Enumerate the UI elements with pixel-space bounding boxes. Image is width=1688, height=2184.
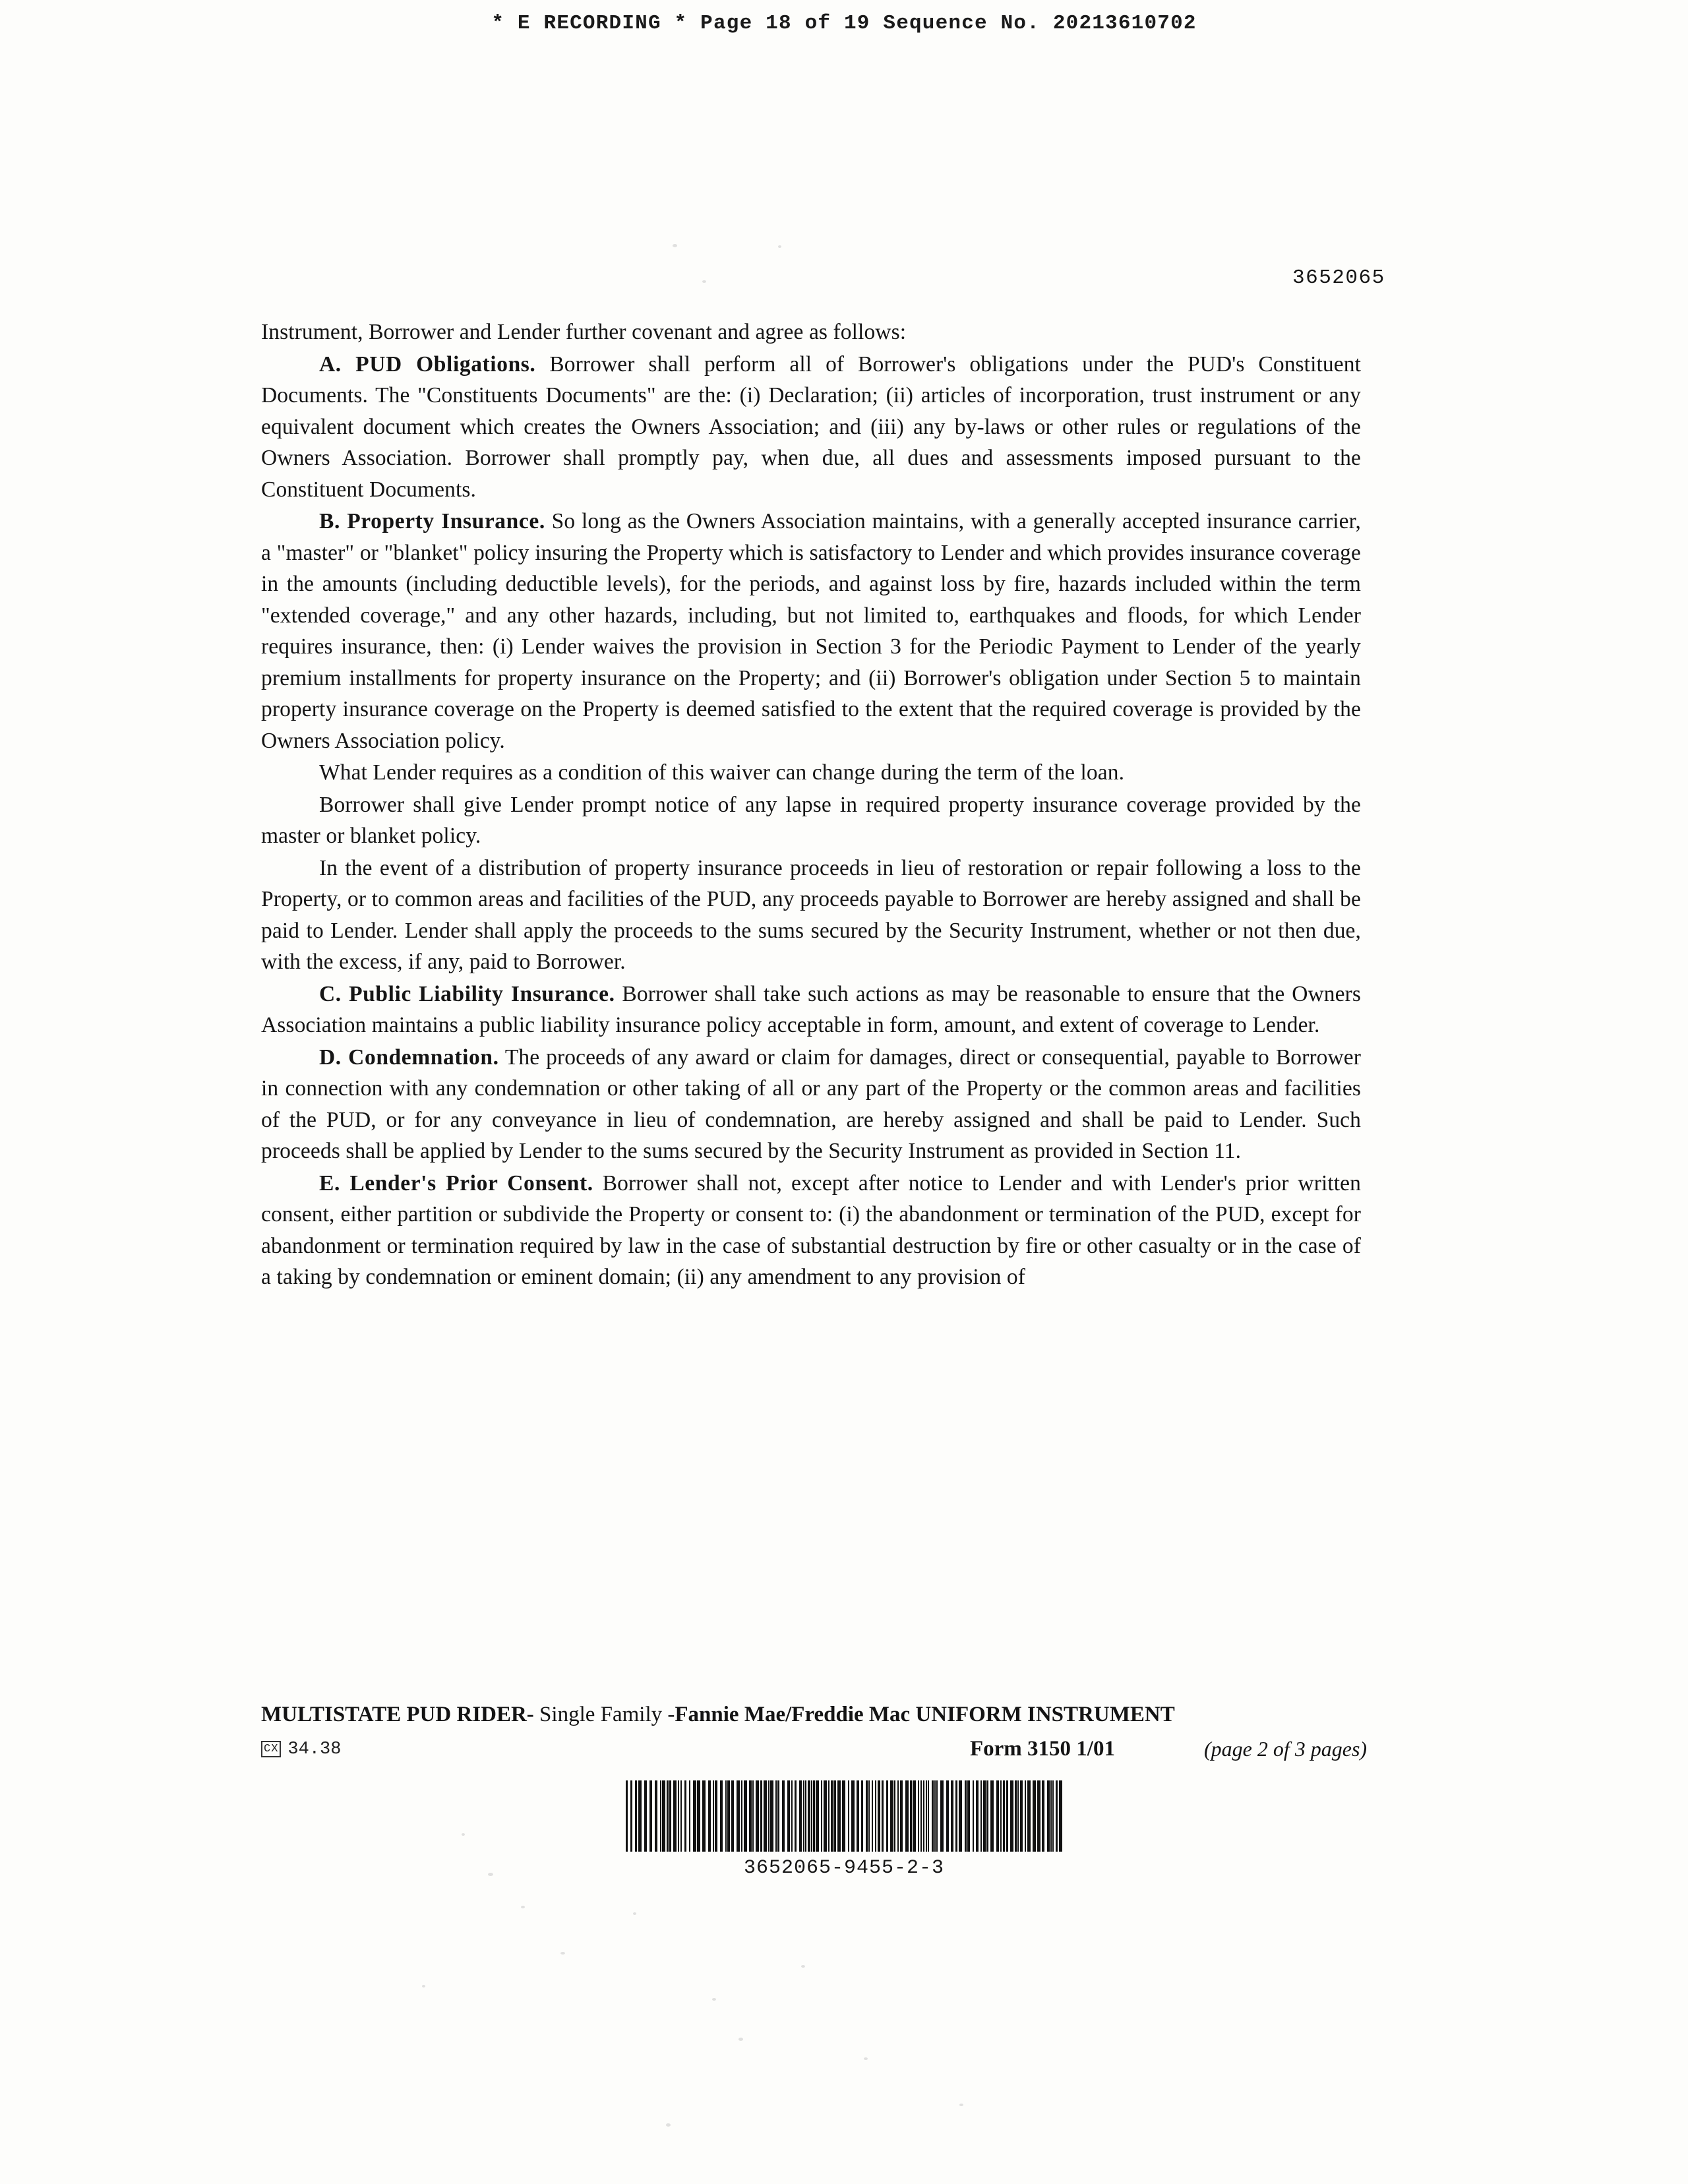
scan-speckle (801, 1965, 805, 1968)
footer-left-stamp (261, 1740, 341, 1759)
scan-speckle (633, 1912, 636, 1915)
footer-title-bold-2: Fannie Mae/Freddie Mac UNIFORM INSTRUMENT (675, 1703, 1175, 1726)
scan-speckle (666, 2123, 671, 2127)
barcode-label: 3652065-9455-2-3 (743, 1857, 945, 1879)
scan-speckle (422, 1985, 425, 1987)
paragraph-property-insurance (261, 506, 1361, 756)
scan-speckle (864, 2057, 868, 2060)
barcode-image (624, 1780, 1064, 1852)
scan-speckle (560, 1952, 565, 1955)
paragraph-intro (261, 317, 1361, 348)
paragraph-text: In the event of a distribution of property insurance proceeds in lieu of restoration or repair following a loss to the Property, or to common areas and facilities of the PUD, any proceeds payable to Borrower are hereby assigned and shall be paid to Lender. Lender shall apply the proceeds to the sums secured by the Security Instrument, whether or not then due, with the excess, if any, paid to Borrower. (261, 855, 1361, 974)
paragraph-lead: B. Property Insurance. (319, 509, 545, 533)
paragraph-lenders-prior-consent (261, 1168, 1361, 1293)
footer-stamp-value: 34.38 (287, 1740, 342, 1759)
paragraph-text: The proceeds of any award or claim for damages, direct or consequential, payable to Borrower in connection with any condemnation or other taking of all or any part of the Property or the common areas and facilities of the PUD, or for any conveyance in lieu of condemnation, are hereby assigned and shall be paid to Lender. Such proceeds shall be applied by Lender to the sums secured by the Security Instrument as provided in Section 11. (261, 1045, 1361, 1163)
paragraph-text: Borrower shall give Lender prompt notice of any lapse in required property insurance coverage provided by the master or blanket policy. (261, 792, 1361, 848)
paragraph-text: Borrower shall not, except after notice to Lender and with Lender's prior written consent, either partition or subdivide the Property or consent to: (i) the abandonment or termination of the PUD, except for abandonment or termination required by law in the case of substantial destruction by fire or other casualty or in the case of a taking by condemnation or eminent domain; (ii) any amendment to any provision of (261, 1170, 1361, 1289)
footer-meta-row (261, 1737, 1369, 1767)
erecording-header-stamp: * E RECORDING * Page 18 of 19 Sequence No. 20213610702 (491, 12, 1197, 35)
paragraph-text: So long as the Owners Association maintains, with a generally accepted insurance carrier, a "master" or "blanket" policy insuring the Property which is satisfactory to Lender and which provides insurance coverage in the amounts (including deductible levels), for the periods, and against loss by fire, hazards included within the term "extended coverage," and any other hazards, including, but not limited to, earthquakes and floods, for which Lender requires insurance, then: (i) Lender waives the provision in Section 3 for the Periodic Payment to Lender of the yearly premium installments for property insurance on the Property; and (ii) Borrower's obligation under Section 5 to maintain property insurance coverage on the Property is deemed satisfied to the extent that the required coverage is provided by the Owners Association policy. (261, 509, 1362, 753)
scan-speckle (462, 1833, 465, 1836)
scan-speckle (712, 1998, 716, 2001)
paragraph-text: Instrument, Borrower and Lender further covenant and agree as follows: (261, 320, 907, 344)
footer-instrument-title (261, 1701, 1369, 1728)
paragraph-text: Borrower shall take such actions as may be reasonable to ensure that the Owners Association maintains a public liability insurance policy acceptable in form, amount, and extent of coverage to Lender. (261, 981, 1361, 1037)
scan-speckle (673, 244, 677, 247)
document-body (261, 317, 1361, 1294)
paragraph-lead: E. Lender's Prior Consent. (319, 1170, 593, 1196)
scan-speckle (738, 2038, 743, 2041)
paragraph-lead: A. PUD Obligations. (319, 351, 536, 377)
paragraph-lead: C. Public Liability Insurance. (319, 981, 615, 1006)
scan-speckle (959, 2104, 963, 2106)
footer-page-of: (page 2 of 3 pages) (1204, 1737, 1368, 1761)
scan-speckle (521, 1906, 525, 1908)
footer-title-bold-1: MULTISTATE PUD RIDER- (261, 1703, 534, 1726)
paragraph-lapse-notice (261, 789, 1361, 852)
document-number: 3652065 (1292, 266, 1385, 289)
box-glyph-icon: CX (261, 1741, 281, 1757)
scan-speckle (702, 280, 706, 283)
paragraph-text: What Lender requires as a condition of this waiver can change during the term of the loan. (319, 760, 1125, 785)
paragraph-waiver-term (261, 757, 1361, 789)
footer-form-number: Form 3150 1/01 (970, 1737, 1115, 1761)
barcode-block (607, 1780, 1081, 1879)
paragraph-condemnation (261, 1042, 1361, 1167)
paragraph-pud-obligations (261, 349, 1361, 506)
footer-title-normal-1: Single Family - (533, 1703, 675, 1726)
scan-speckle (778, 245, 781, 248)
paragraph-lead: D. Condemnation. (319, 1045, 499, 1070)
paragraph-distribution-proceeds (261, 853, 1361, 978)
paragraph-public-liability (261, 979, 1361, 1041)
paragraph-text: Borrower shall perform all of Borrower's obligations under the PUD's Constituent Documents. The "Constituents Documents" are the: (i) Declaration; (ii) articles of incorporation, trust instrument or any equivalent document which creates the Owners Association; and (iii) any by-laws or other rules or regulations of the Owners Association. Borrower shall promptly pay, when due, all dues and assessments imposed pursuant to the Constituent Documents. (261, 351, 1361, 502)
scan-speckle (488, 1873, 493, 1876)
